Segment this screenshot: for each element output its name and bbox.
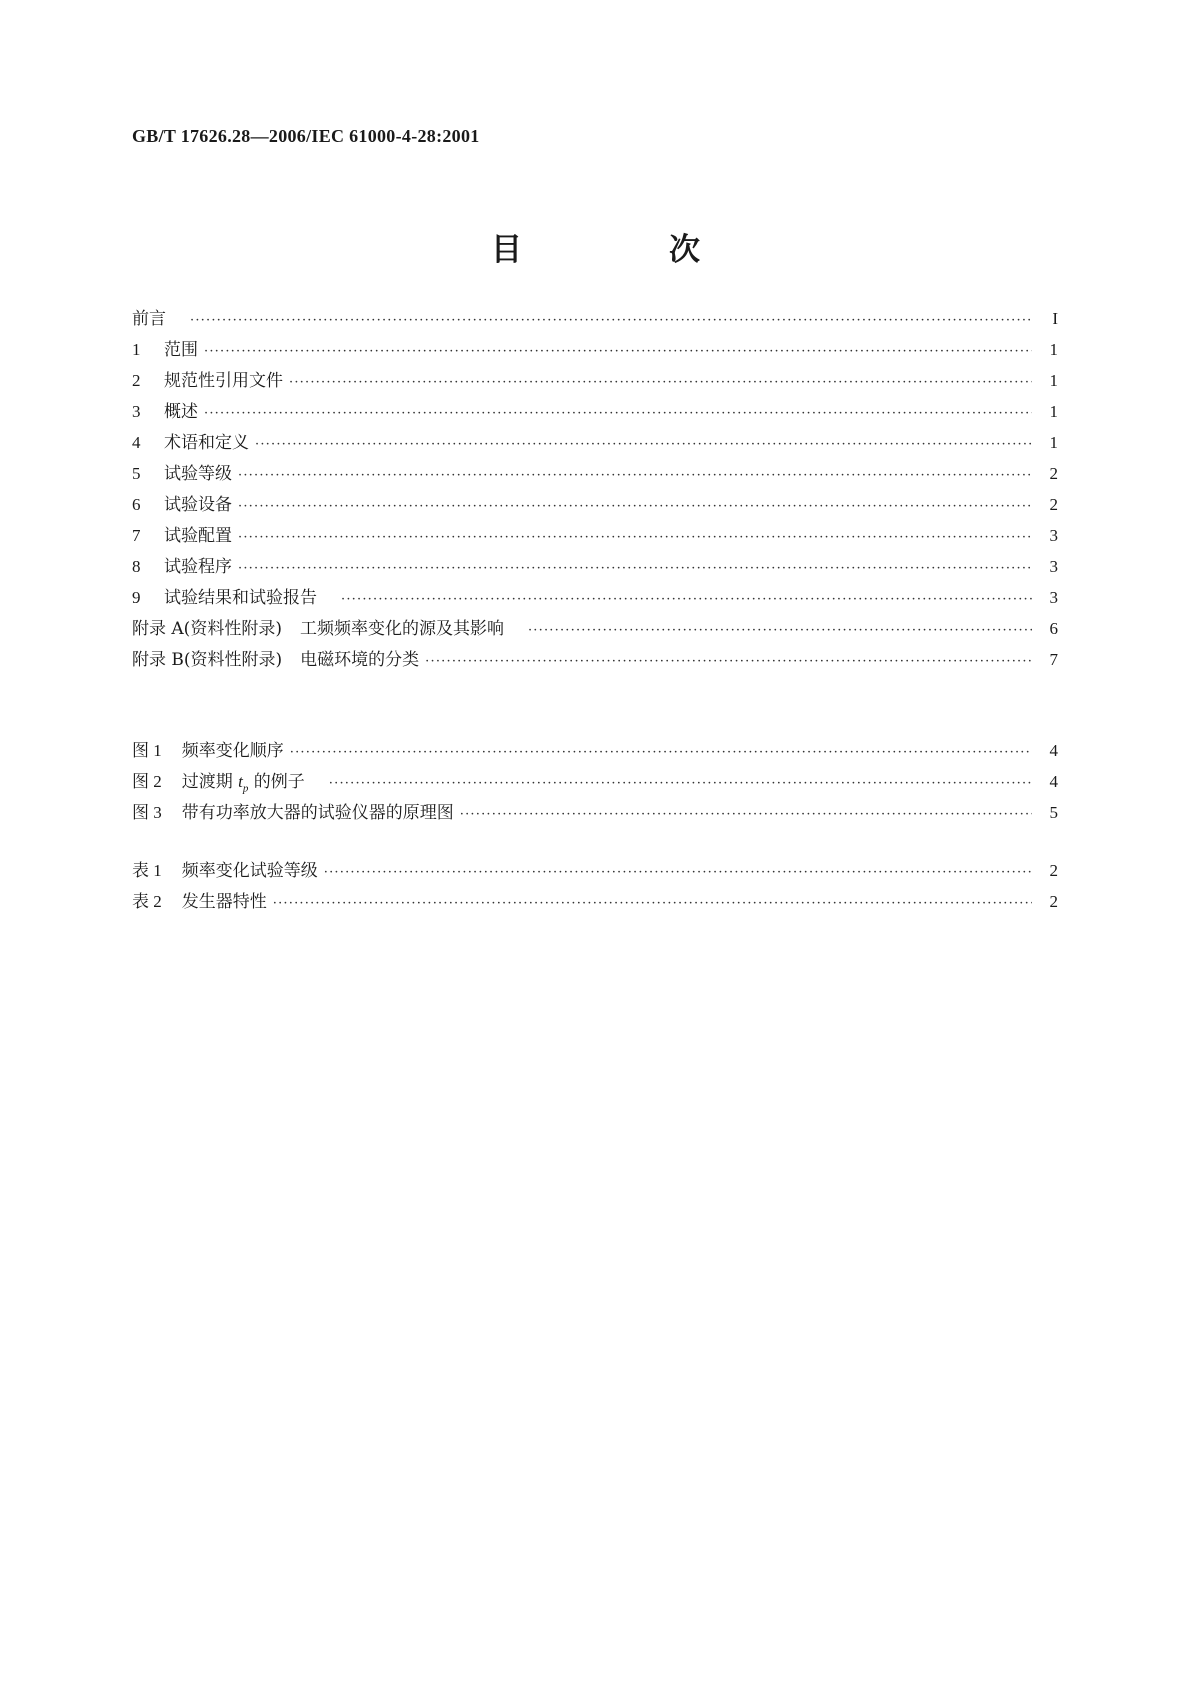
toc-row-appendix-a[interactable] xyxy=(132,613,1058,644)
symbol-base: t xyxy=(238,772,243,791)
leader-dots xyxy=(425,646,1032,677)
toc-entry-label xyxy=(132,855,324,887)
toc-entry-title: 概述 xyxy=(164,402,198,422)
toc-row-section-5[interactable] xyxy=(132,458,1058,489)
toc-row-section-6[interactable] xyxy=(132,489,1058,520)
toc-entry-label xyxy=(132,614,528,645)
toc-row-section-4[interactable] xyxy=(132,427,1058,458)
toc-page-number: 7 xyxy=(1049,650,1058,669)
toc-entry-label xyxy=(132,427,255,459)
leader-dots xyxy=(289,367,1032,398)
toc-figure-number: 图 3 xyxy=(132,803,162,822)
toc-entry-title: 试验等级 xyxy=(164,464,232,484)
toc-row-section-7[interactable] xyxy=(132,520,1058,551)
toc-entry-title: 试验结果和试验报告 xyxy=(164,588,317,608)
leader-dots xyxy=(329,768,1032,799)
toc-entry-title: 带有功率放大器的试验仪器的原理图 xyxy=(181,803,454,823)
leader-dots xyxy=(273,888,1032,919)
toc-section-number: 4 xyxy=(132,433,141,452)
toc-entry-title: 电磁环境的分类 xyxy=(300,650,420,670)
toc-page-number: 6 xyxy=(1049,619,1058,638)
leader-dots xyxy=(238,522,1032,553)
toc-figures xyxy=(132,735,1058,828)
toc-row-table-1[interactable] xyxy=(132,855,1058,886)
toc-row-foreword[interactable] xyxy=(132,303,1058,334)
transition-period-symbol xyxy=(238,772,249,795)
toc-title: 目 次 xyxy=(491,232,758,268)
toc-entry-title-suffix: 的例子 xyxy=(253,772,305,792)
toc-entry-label xyxy=(132,334,204,366)
toc-entry-title: 术语和定义 xyxy=(164,433,249,453)
toc-row-table-2[interactable] xyxy=(132,886,1058,917)
toc-entry-label xyxy=(132,365,289,397)
leader-dots xyxy=(238,491,1032,522)
toc-table-number: 表 1 xyxy=(132,861,162,880)
toc-row-section-9[interactable] xyxy=(132,582,1058,613)
leader-dots xyxy=(190,305,1032,336)
toc-entry-label xyxy=(132,735,290,767)
toc-row-figure-1[interactable] xyxy=(132,735,1058,766)
toc-section-number: 3 xyxy=(132,402,141,421)
leader-dots xyxy=(341,584,1032,615)
toc-entry-label xyxy=(132,396,204,428)
leader-dots xyxy=(238,553,1032,584)
toc-entry-label xyxy=(132,489,238,521)
toc-entry-title: 试验配置 xyxy=(164,526,232,546)
toc-page-number: 5 xyxy=(1049,803,1058,822)
leader-dots xyxy=(255,429,1032,460)
toc-entry-title: 发生器特性 xyxy=(181,892,267,912)
toc-row-figure-2[interactable] xyxy=(132,766,1058,797)
toc-section-number: 2 xyxy=(132,371,141,390)
toc-section-number: 7 xyxy=(132,526,141,545)
toc-sections xyxy=(132,303,1058,675)
leader-dots xyxy=(528,615,1032,646)
toc-page-number: 4 xyxy=(1049,741,1058,760)
toc-page-number: 2 xyxy=(1049,861,1058,880)
leader-dots xyxy=(238,460,1032,491)
toc-entry-label xyxy=(132,520,238,552)
toc-entry-title: 前言 xyxy=(132,309,166,329)
toc-row-appendix-b[interactable] xyxy=(132,644,1058,675)
toc-entry-title: 工频频率变化的源及其影响 xyxy=(299,619,504,639)
leader-dots xyxy=(290,737,1032,768)
toc-entry-label xyxy=(132,886,273,918)
toc-row-section-1[interactable] xyxy=(132,334,1058,365)
toc-figure-number: 图 2 xyxy=(132,772,162,791)
toc-appendix-prefix: 附录 A(资料性附录) xyxy=(132,619,282,639)
toc-page-number: 2 xyxy=(1049,464,1058,483)
toc-page-number: 1 xyxy=(1049,340,1058,359)
toc-appendix-prefix: 附录 B(资料性附录) xyxy=(132,650,283,670)
toc-row-figure-3[interactable] xyxy=(132,797,1058,828)
toc-page-number: 1 xyxy=(1049,371,1058,390)
toc-entry-title: 频率变化顺序 xyxy=(181,741,284,761)
toc-section-number: 6 xyxy=(132,495,141,514)
toc-entry-title: 试验设备 xyxy=(164,495,232,515)
toc-page-number: 3 xyxy=(1049,526,1058,545)
toc-entry-title: 过渡期 xyxy=(181,772,233,792)
leader-dots xyxy=(204,336,1032,367)
toc-entry-title: 范围 xyxy=(164,340,198,360)
toc-section-number: 1 xyxy=(132,340,141,359)
leader-dots xyxy=(324,857,1032,888)
toc-entry-label xyxy=(132,582,341,614)
toc-row-section-8[interactable] xyxy=(132,551,1058,582)
toc-tables xyxy=(132,855,1058,917)
leader-dots xyxy=(204,398,1032,429)
toc-entry-title: 试验程序 xyxy=(164,557,232,577)
toc-page-number: I xyxy=(1052,309,1058,328)
toc-page-number: 1 xyxy=(1049,402,1058,421)
toc-section-number: 5 xyxy=(132,464,141,483)
toc-page-number: 3 xyxy=(1049,588,1058,607)
toc-page-number: 4 xyxy=(1049,772,1058,791)
toc-entry-label xyxy=(132,551,238,583)
toc-section-number: 8 xyxy=(132,557,141,576)
leader-dots xyxy=(460,799,1032,830)
toc-entry-label xyxy=(132,645,425,676)
toc-entry-title: 频率变化试验等级 xyxy=(181,861,318,881)
toc-section-number: 9 xyxy=(132,588,141,607)
toc-figure-number: 图 1 xyxy=(132,741,162,760)
toc-page-number: 2 xyxy=(1049,495,1058,514)
toc-row-section-2[interactable] xyxy=(132,365,1058,396)
toc-entry-label xyxy=(132,797,460,829)
toc-page-number: 3 xyxy=(1049,557,1058,576)
toc-entry-label xyxy=(132,304,190,335)
toc-page-number: 1 xyxy=(1049,433,1058,452)
toc-entry-label xyxy=(132,458,238,490)
standard-number-header: GB/T 17626.28—2006/IEC 61000-4-28:2001 xyxy=(132,126,480,146)
toc-entry-title: 规范性引用文件 xyxy=(164,371,283,391)
toc-page-number: 2 xyxy=(1049,892,1058,911)
toc-row-section-3[interactable] xyxy=(132,396,1058,427)
toc-table-number: 表 2 xyxy=(132,892,162,911)
symbol-subscript: p xyxy=(242,782,249,795)
